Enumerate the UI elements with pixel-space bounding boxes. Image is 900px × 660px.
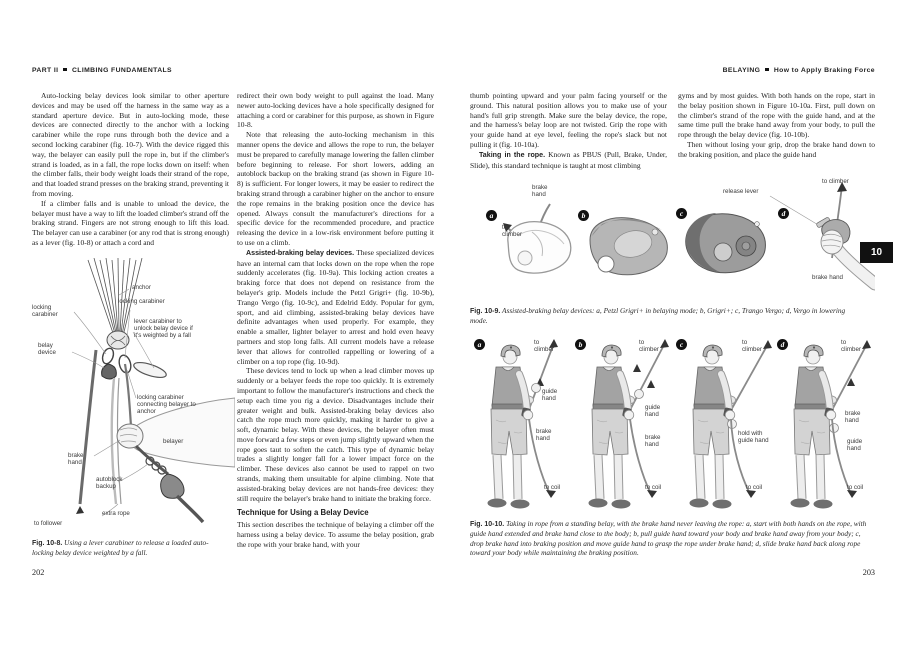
paragraph: gyms and by most guides. With both hands on the rope, start in the belay position shown in Figure 10-10a. First, pull down on the climber's strand of the rope with the guide hand, and at the same time pull the brake hand away from your body, to pull the rope through the belay device (fig. 10-10b). [678,91,875,140]
figure-10-8-caption-lead: Fig. 10-8. [32,540,63,547]
figure-10-9-caption [470,306,860,326]
fig-label-locking-carabiner-right: locking carabiner [118,298,165,305]
panel-letter-badge: a [474,339,485,350]
paragraph: This section describes the technique of belaying a climber off the harness using a belay device. To assume the belay position, grab the rope with your brake hand, with your [237,520,434,549]
fig-label-to-coil: to coil [847,484,864,491]
fig-label-extra-rope: extra rope [102,510,130,517]
fig-label-locking-carabiner-belayer: locking carabiner connecting belayer to anchor [137,394,196,415]
paragraph: If a climber falls and is unable to unload the device, the belayer must have a way to lift the loaded climber's strand off the braking strand. Fingers are not strong enough to lift this load. The belayer can use a carabiner (or any rod that is strong enough) as a lever (fig. 10-8) or attach a cord and [32,198,229,247]
right-running-header [600,67,875,74]
figure-10-8 [30,258,235,534]
fig-label-anchor: anchor [132,284,151,291]
panel-letter-badge: d [777,339,788,350]
fig-label-release-lever: release lever [723,188,759,195]
fig-label-guide-hand: guide hand [847,438,863,452]
paragraph-text: Known as PBUS (Pull, Brake, Under, Slide), this standard technique is taught at most climbing [470,149,667,170]
fig-label-to-climber: to climber [822,178,849,185]
figure-10-9-caption-text: Assisted-braking belay devices: a, Petzl Grigri+ in belaying mode; b, Grigri+; c, Trango Vergo; d, Vergo in lowering mode. [470,306,846,326]
figure-10-10-panel-d [773,336,874,514]
fig-label-belay-device: belay device [38,342,56,356]
panel-letter-badge: b [578,210,589,221]
fig-label-to-climber: to climber [502,224,522,238]
figure-10-8-caption-text: Using a lever carabiner to release a loaded auto-locking belay device weighted by a fall. [32,538,209,558]
left-header-title: CLIMBING FUNDAMENTALS [71,67,172,74]
fig-label-guide-hand: guide hand [542,388,558,402]
paragraph [237,248,434,367]
figure-10-10-caption [470,519,875,558]
right-column-2 [678,91,875,185]
fig-label-guide-hand: guide hand [645,404,661,418]
fig-label-to-climber: to climber [742,339,762,353]
right-column-1 [470,91,667,185]
panel-letter-badge: d [778,208,789,219]
paragraph-lead: Taking in the rope. [479,150,546,159]
fig-label-brake-hand: brake hand [845,410,861,424]
panel-letter-badge: c [676,339,687,350]
paragraph: Then without losing your grip, drop the brake hand down to the braking position, and place the guide hand [678,139,875,159]
fig-label-to-climber: to climber [841,339,861,353]
square-bullet-icon [765,68,769,72]
fig-label-brake-hand: brake hand [532,184,548,198]
left-header-part: PART II [32,67,59,74]
fig-label-locking-carabiner-left: locking carabiner [32,304,58,318]
fig-label-hold-with-guide-hand: hold with guide hand [738,430,769,444]
figure-10-10-panel-a [470,336,571,514]
panel-letter-badge: b [575,339,586,350]
left-column-2 [237,91,434,565]
figure-10-9 [470,180,875,302]
figure-10-8-caption [32,538,229,558]
belay-devices-illustration [470,180,875,302]
panel-letter-badge: a [486,210,497,221]
fig-label-to-follower: to follower [34,520,63,527]
square-bullet-icon [63,68,67,72]
panel-letter-badge: c [676,208,687,219]
chapter-tab: 10 [860,242,893,263]
paragraph: Note that releasing the auto-locking mechanism in this manner opens the device and allows the rope to run, the belayer must be prepared to carefully manage lowering the fallen climber before beginning to release. For short lowers, adding an autoblock backup on the braking strand (as shown in Figure 10-8) is sufficient. For longer lowers, it may be easier to redirect the braking strand through a carabiner higher on the anchor to ensure the rope remains in the braking position once the device has opened. Always consult the manufacturer's directions for a specific device for the recommended procedure, and practice releasing the device in a low-risk environment before putting it to use on a climb. [237,130,434,247]
fig-label-belayer: belayer [163,438,184,445]
figure-10-10-caption-text: Taking in rope from a standing belay, with the brake hand never leaving the rope: a, start with both hands on the rope, with guide hand extended and brake hand close to the body; b, pull guide hand toward your body and brake hand away from your body; c, drop brake hand into braking position and move guide hand to grasp the rope under brake hand; d, slide brake hand back along rope toward your body while maintaining the braking position. [470,519,867,558]
right-header-title: How to Apply Braking Force [773,67,875,74]
paragraph: redirect their own body weight to pull against the load. Many newer auto-locking devices have a hole specifically designed for attaching a cord or carabiner for this purpose, as shown in Figure 10-8. [237,91,434,130]
section-subheading: Technique for Using a Belay Device [237,508,369,518]
left-column-1 [32,91,229,259]
right-header-section: BELAYING [722,67,761,74]
left-running-header [32,67,172,74]
fig-label-brake-hand: brake hand [645,434,661,448]
paragraph-lead: Assisted-braking belay devices. [246,248,355,257]
fig-label-brake-hand: brake hand [812,274,843,281]
fig-label-to-climber: to climber [534,339,554,353]
fig-label-brake-hand: brake hand [68,452,84,466]
figure-10-10 [470,336,875,514]
fig-label-to-coil: to coil [645,484,662,491]
fig-label-to-coil: to coil [746,484,763,491]
fig-label-autoblock-backup: autoblock backup [96,476,123,490]
figure-10-10-caption-lead: Fig. 10-10. [470,521,505,528]
paragraph: These devices tend to lock up when a lead climber moves up suddenly or a belayer feeds the rope too quickly. It is extremely important to follow the manufacturer's instructions and check the setup each time you rig a device. Disadvantages include their greater weight and bulk. Assisted-braking belay devices also catch the rope much more quickly, making it harder to give a soft, dynamic belay. With these devices, the belayer often must move forward a few steps or even jump slightly upward when the rope goes taut to soften the catch. This type of dynamic belay trades a slightly longer fall for a lower impact force on the climber. These devices also cannot be used to rappel on two strands, making them unsuitable for alpine climbing. Note that assisted-braking belay devices are not hands-free devices: they still require the belayer's brake hand to initiate the braking force. [237,366,434,503]
left-page-number: 202 [32,568,45,577]
fig-label-lever-carabiner: lever carabiner to unlock belay device if it's weighted by a fall [134,318,193,339]
figure-10-9-caption-lead: Fig. 10-9. [470,308,501,315]
paragraph: thumb pointing upward and your palm facing yourself or the ground. This natural position allows you to make use of your hand's full grip strength. Make sure the belay device, the rope, and the harness's belay loop are not twisted. Grip the rope with your guide hand at eye level, feeling the rope's slack but not pulling it (fig. 10-10a). [470,91,667,149]
figure-10-10-panel-b [571,336,672,514]
fig-label-brake-hand: brake hand [536,428,552,442]
paragraph: Auto-locking belay devices look similar to other aperture devices and may be used off the harness in the same way as a standard aperture device. But in auto-locking mode, these devices are connected directly to the anchor with a locking carabiner while the rope runs through both the device and a second locking carabiner (fig. 10-7). With the device rigged this way, the belayer can easily pull the rope in, but if the climber's strand is loaded, as in a fall, the rope locks down on itself: when the climber falls, their body weight loads their strand of the rope, and that loaded strand presses on the braking strand, preventing it from moving. [32,91,229,198]
paragraph [470,150,667,171]
fig-label-to-coil: to coil [544,484,561,491]
fig-label-to-climber: to climber [639,339,659,353]
figure-10-10-panel-c [672,336,773,514]
right-page-number: 203 [862,568,875,577]
paragraph-text: These specialized devices have an internal cam that locks down on the rope when the rope suddenly accelerates (fig. 10-9a). This locking action creates a braking force that does not depend on resistance from the belayer's grip. Models include the Petzl Grigri+ (fig. 10-9b), Trango Vergo (fig. 10-9c), and Edelrid Eddy. Popular for gym, sport, and aid climbing, assisted-braking belay devices have definite advantages when used properly. For example, they enable a smaller, lighter belayer to arrest and hold even heavy partners and stop long falls. All current models have a release lever that allows for controlled rappelling or lowering of a climber on a top rope (fig. 10-9d). [237,247,434,366]
